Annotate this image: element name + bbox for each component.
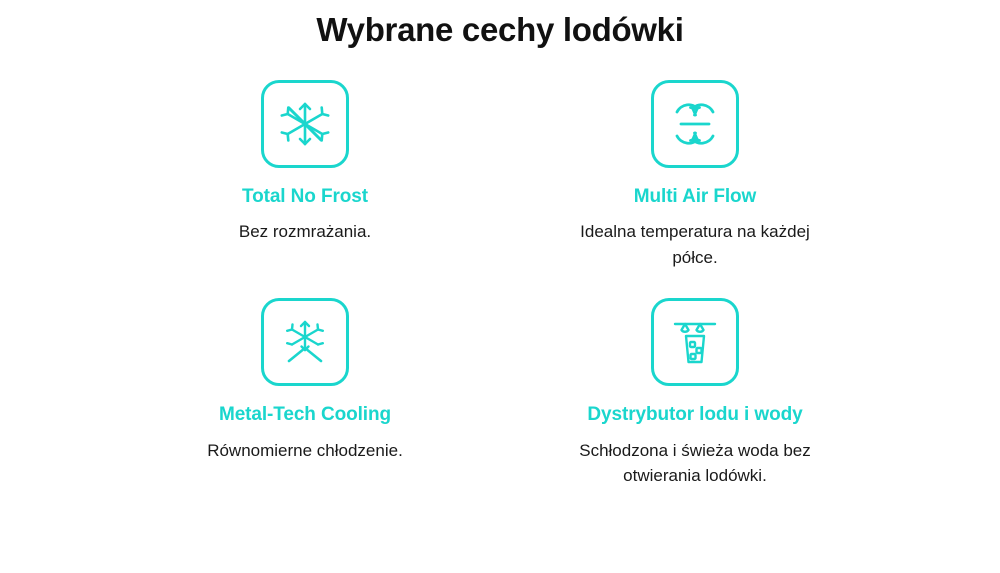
feature-description: Schłodzona i świeża woda bez otwierania lodówki. xyxy=(579,440,811,486)
feature-title: Multi Air Flow xyxy=(633,185,757,207)
snowflake-no-frost-icon xyxy=(261,80,349,168)
feature-card-total-no-frost xyxy=(110,80,500,271)
water-ice-dispenser-glass-icon xyxy=(651,298,739,386)
feature-card-water-ice-dispenser xyxy=(500,270,890,489)
features-grid xyxy=(0,50,1000,489)
feature-title: Total No Frost xyxy=(242,185,368,207)
multi-air-flow-arrows-icon xyxy=(651,80,739,168)
feature-description: Równomierne chłodzenie. xyxy=(207,440,403,460)
page-title: Wybrane cechy lodówki xyxy=(316,11,684,48)
feature-card-metal-tech-cooling xyxy=(110,270,500,489)
feature-title: Metal-Tech Cooling xyxy=(218,404,391,426)
feature-description: Bez rozmrażania. xyxy=(238,222,372,242)
feature-card-multi-air-flow xyxy=(500,80,890,271)
feature-title: Dystrybutor lodu i wody xyxy=(587,404,803,426)
feature-description: Idealna temperatura na każdej półce. xyxy=(580,222,810,267)
metal-tech-cooling-snowflake-icon xyxy=(261,298,349,386)
